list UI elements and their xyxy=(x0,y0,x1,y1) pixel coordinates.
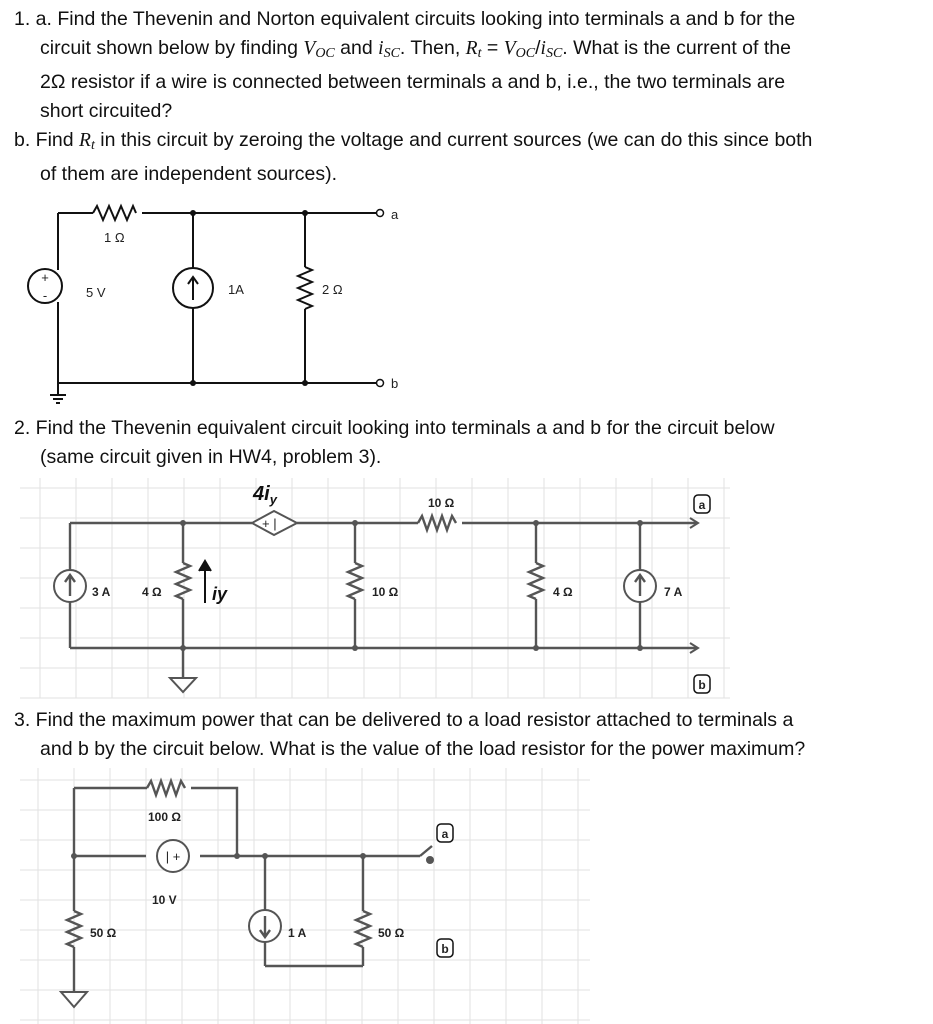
circuit-1 xyxy=(0,190,460,410)
terminal-a-label: a xyxy=(441,827,449,841)
terminal-b-label: b xyxy=(698,678,706,692)
problem-3-text xyxy=(14,706,919,764)
terminal-b-label: b xyxy=(441,942,449,956)
terminal-b-label: b xyxy=(391,376,399,391)
problem-2-text xyxy=(14,414,919,472)
problem-1a-line-1: 1. a. Find the Thevenin and Norton equivalent circuits looking into terminals a and b for the xyxy=(14,8,796,30)
problem-1a-line-4: short circuited? xyxy=(40,100,173,122)
plus-minus-icon: | + xyxy=(165,849,181,864)
problem-2-line-1: 2. Find the Thevenin equivalent circuit looking into terminals a and b for the circuit below xyxy=(14,417,775,439)
problem-3-line-1: 3. Find the maximum power that can be delivered to a load resistor attached to terminals a xyxy=(14,709,794,731)
problem-2-line-2: (same circuit given in HW4, problem 3). xyxy=(40,446,382,468)
label-isrc: 1 A xyxy=(288,926,307,940)
label-r2: 2 Ω xyxy=(322,282,343,297)
label-vsrc: 10 V xyxy=(152,893,177,907)
ground-icon xyxy=(61,992,87,1007)
terminal-a-label: a xyxy=(698,498,706,512)
label-is: 1A xyxy=(228,282,244,297)
label-vs: 5 V xyxy=(86,285,106,300)
problem-3-line-2: and b by the circuit below. What is the value of the load resistor for the power maximum? xyxy=(40,738,806,760)
label-r-left: 50 Ω xyxy=(90,926,117,940)
problem-1a-line-3: 2Ω resistor if a wire is connected between terminals a and b, i.e., the two terminals are xyxy=(40,71,786,93)
label-r2: 10 Ω xyxy=(372,585,399,599)
label-r3: 4 Ω xyxy=(553,585,573,599)
minus-sign: - xyxy=(42,288,48,303)
circuit-3 xyxy=(0,768,600,1024)
label-iy: iy xyxy=(212,584,228,604)
current-arrow-iy xyxy=(199,561,211,603)
terminal-a-node xyxy=(426,856,434,864)
plus-sign: + xyxy=(41,270,49,285)
ground-icon xyxy=(50,395,66,403)
terminal-a-label: a xyxy=(391,207,399,222)
label-src1: 3 A xyxy=(92,585,111,599)
label-r-top: 10 Ω xyxy=(428,496,455,510)
label-r1: 1 Ω xyxy=(104,230,125,245)
plus-minus-icon: + | xyxy=(262,516,277,531)
label-dependent-source: $4i_y$ xyxy=(253,483,277,507)
problem-1b-line-1: b. Find $R_t$ in this circuit by zeroing the voltage and current sources (we can do this since both xyxy=(14,129,813,153)
problem-1b-line-2: of them are independent sources). xyxy=(40,163,338,185)
label-r-right: 50 Ω xyxy=(378,926,405,940)
problem-1-text xyxy=(14,5,919,189)
problem-1a-line-2: circuit shown below by finding $V_{OC}$ and $i_{SC}$. Then, $R_t = V_{OC}/i_{SC}$. What is the current of the xyxy=(40,37,791,61)
label-src2: 7 A xyxy=(664,585,683,599)
label-r-top: 100 Ω xyxy=(148,810,181,824)
ground-icon xyxy=(170,678,196,692)
circuit-2 xyxy=(0,478,933,703)
label-r1: 4 Ω xyxy=(142,585,162,599)
resistor-2ohm xyxy=(298,267,312,309)
grid-background xyxy=(20,768,590,1024)
resistor-1ohm xyxy=(93,206,136,220)
